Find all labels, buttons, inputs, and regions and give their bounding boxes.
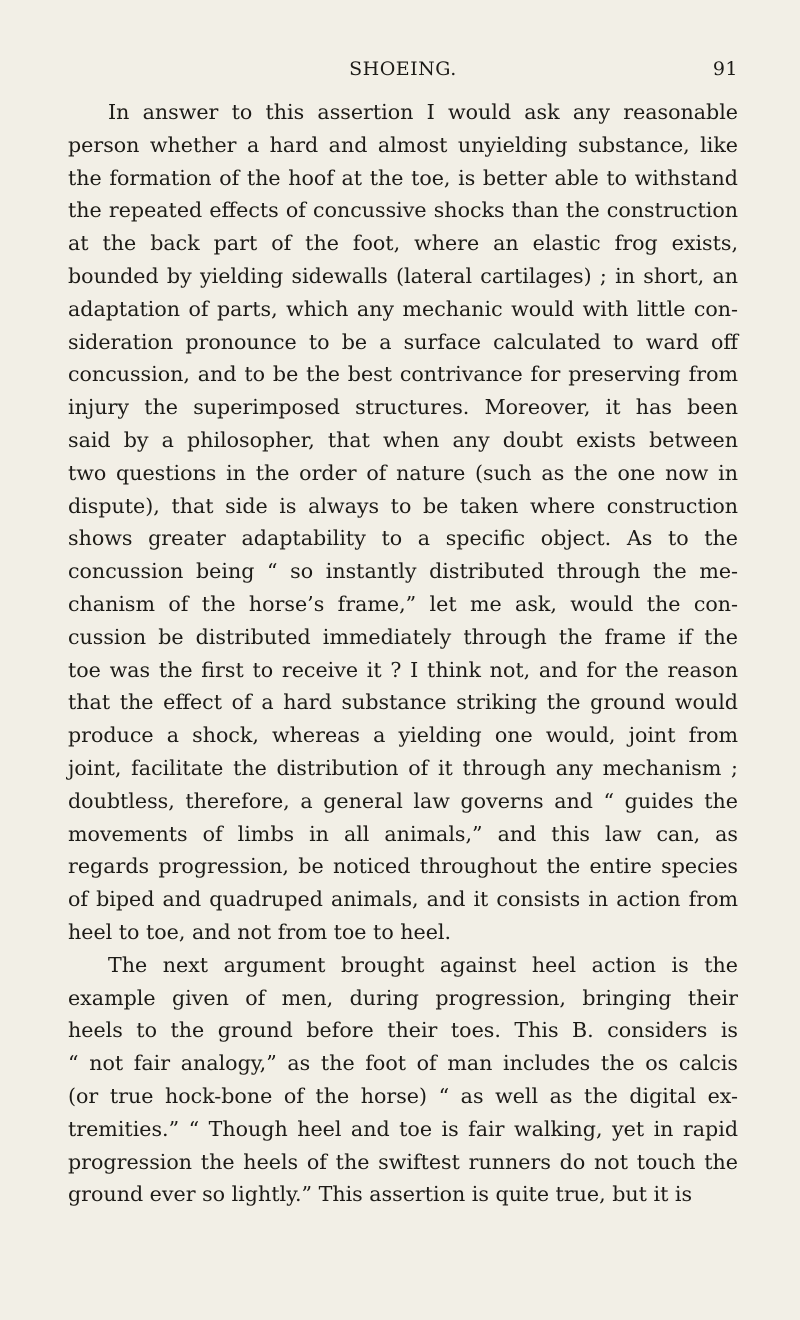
text-line: joint, facilitate the distribution of it through any mechanism ; xyxy=(68,755,738,780)
text-line: (or true hock-bone of the horse) “ as well as the digital ex- xyxy=(68,1083,738,1108)
text-line: doubtless, therefore, a general law governs and “ guides the xyxy=(68,788,738,813)
page-number: 91 xyxy=(712,58,738,80)
text-line: dispute), that side is always to be taken where construction xyxy=(68,493,738,518)
text-line: tremities.” “ Though heel and toe is fair walking, yet in rapid xyxy=(68,1116,738,1141)
text-line: person whether a hard and almost unyielding substance, like xyxy=(68,132,738,157)
text-line: The next argument brought against heel action is the xyxy=(108,952,738,977)
text-line: sideration pronounce to be a surface calculated to ward off xyxy=(68,329,738,354)
text-line: two questions in the order of nature (such as the one now in xyxy=(68,460,738,485)
text-line: adaptation of parts, which any mechanic would with little con- xyxy=(68,296,738,321)
text-line: said by a philosopher, that when any doubt exists between xyxy=(68,427,738,452)
body-text xyxy=(68,96,738,1211)
text-line: concussion being “ so instantly distributed through the me- xyxy=(68,559,738,584)
text-line: heel to toe, and not from toe to heel. xyxy=(68,919,452,944)
text-line: toe was the first to receive it ? I think not, and for the reason xyxy=(68,657,738,682)
text-line: bounded by yielding sidewalls (lateral cartilages) ; in short, an xyxy=(68,263,738,288)
text-line: the formation of the hoof at the toe, is better able to withstand xyxy=(68,165,738,190)
text-line: shows greater adaptability to a specific object. As to the xyxy=(68,526,738,551)
text-line: cussion be distributed immediately through the frame if the xyxy=(68,624,738,649)
text-line: example given of men, during progression, bringing their xyxy=(68,985,738,1010)
text-line: produce a shock, whereas a yielding one would, joint from xyxy=(68,723,738,748)
text-line: injury the superimposed structures. Moreover, it has been xyxy=(68,395,738,420)
paragraph xyxy=(68,949,738,1211)
text-line: “ not fair analogy,” as the foot of man includes the os calcis xyxy=(68,1051,738,1076)
text-line: movements of limbs in all animals,” and this law can, as xyxy=(68,821,738,846)
text-line: ground ever so lightly.” This assertion is quite true, but it is xyxy=(68,1182,693,1207)
paragraph xyxy=(68,96,738,949)
running-title: SHOEING. xyxy=(349,58,457,80)
text-line: at the back part of the foot, where an elastic frog exists, xyxy=(68,231,738,256)
text-line: progression the heels of the swiftest runners do not touch the xyxy=(68,1149,738,1174)
text-line: that the effect of a hard substance striking the ground would xyxy=(68,690,738,715)
text-line: concussion, and to be the best contrivance for preserving from xyxy=(68,362,738,387)
text-line: regards progression, be noticed throughout the entire species xyxy=(68,854,738,879)
text-line: chanism of the horse’s frame,” let me ask, would the con- xyxy=(68,591,738,616)
text-line: In answer to this assertion I would ask any reasonable xyxy=(108,100,738,124)
text-line: of biped and quadruped animals, and it consists in action from xyxy=(68,887,738,912)
running-head xyxy=(68,0,738,80)
text-line: the repeated effects of concussive shocks than the construction xyxy=(68,198,738,223)
text-line: heels to the ground before their toes. This B. considers is xyxy=(68,1018,738,1043)
